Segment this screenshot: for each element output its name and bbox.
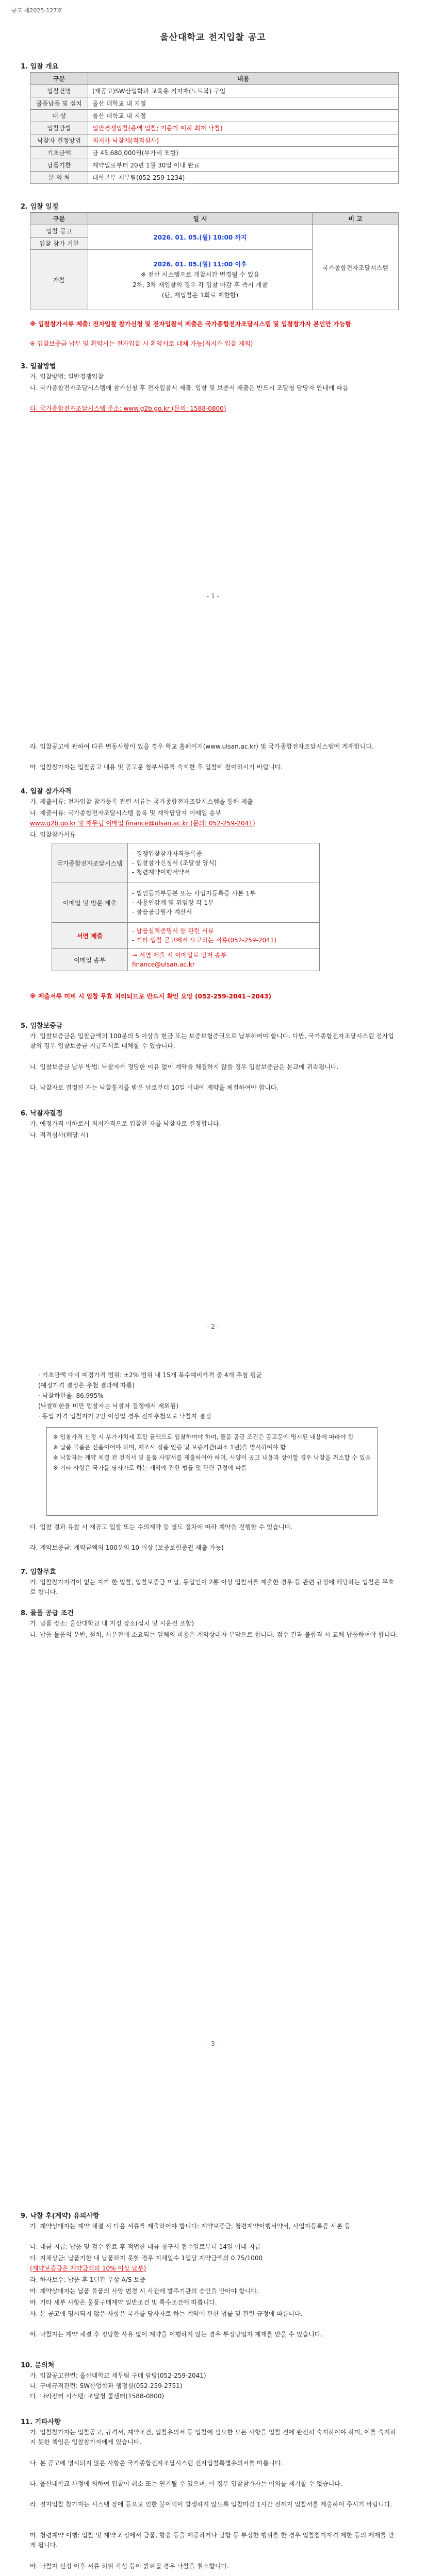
- overview-key: 문 의 처: [30, 172, 88, 184]
- notice-number: 공고 제2025-127호: [11, 7, 62, 14]
- section-6-heading: 6. 낙찰자결정: [21, 1110, 63, 1117]
- supply-line: 나. 납품 물품의 운반, 설치, 시운전에 소요되는 일체의 비용은 계약상대자 부담으로 합니다. 검수 결과 불합격 시 교체 납품하여야 합니다.: [30, 1631, 398, 1638]
- overview-col-content: 내용: [88, 73, 399, 85]
- documents-item: - 경쟁입찰참가자격등록증: [132, 850, 202, 857]
- overview-key: 기초금액: [30, 147, 88, 159]
- award-line: · 낙찰하한율: 86.995%: [38, 1392, 104, 1399]
- deposit-line: 다. 낙찰자로 결정된 자는 낙찰통지를 받은 날로부터 10일 이내에 계약을 체결하여야 합니다.: [30, 1084, 279, 1091]
- section-3-heading: 3. 입찰방법: [21, 363, 56, 370]
- award-line: · 동일 가격 입찰자가 2인 이상일 경우 전자추첨으로 낙찰자 결정: [38, 1413, 211, 1420]
- award-notice-box: [46, 1427, 378, 1516]
- schedule-note-2: ※ 입찰보증금 납부 및 확약서는 전자입찰 시 확약서로 대체 가능(최저가 입찰 제외): [30, 340, 253, 347]
- documents-table: [52, 843, 320, 971]
- overview-key: 대 상: [30, 110, 88, 122]
- page-title: 울산대학교 전지입찰 공고: [160, 32, 266, 43]
- page-number: - 1 -: [207, 592, 219, 600]
- contract-line: 아. 낙찰자는 계약 체결 후 정당한 사유 없이 계약을 이행하지 않는 경우 부정당업자 제재를 받을 수 있습니다.: [30, 2331, 323, 2338]
- section-4-heading: 4. 입찰 참가자격: [21, 788, 72, 795]
- schedule-key: 개찰: [30, 250, 88, 310]
- misc-line: 바. 낙찰자 선정 이후 서류 허위 작성 등이 밝혀질 경우 낙찰을 취소합니다.: [30, 2563, 229, 2570]
- contact-line: 다. 나라장터 시스템: 조달청 콜센터(1588-0800): [30, 2393, 165, 2400]
- section-8-heading: 8. 물품 공급 조건: [21, 1609, 74, 1617]
- schedule-key: 입찰 공고: [30, 225, 88, 238]
- overview-key: 납품기한: [30, 159, 88, 172]
- schedule-col-item: 구분: [30, 213, 88, 225]
- method-line: 마. 입찰참가자는 입찰공고 내용 및 공고문 첨부서류를 숙지한 후 입찰에 참여하시기 바랍니다.: [30, 764, 283, 771]
- opening-time: 2026. 01. 05.(월) 11:00 이후: [153, 261, 247, 268]
- misc-line: 가. 입찰참가자는 입찰공고, 규격서, 계약조건, 입찰유의서 등 입찰에 필요한 모든 사항을 입찰 전에 완전히 숙지하여야 하며, 이를 숙지하지 못한 책임은 입찰참가자에게 있습니다.: [30, 2429, 396, 2446]
- award-line: 라. 계약보증금: 계약금액의 100분의 10 이상 (보증보험증권 제출 가능): [30, 1544, 224, 1551]
- overview-table: [30, 72, 399, 184]
- misc-line: 나. 본 공고에 명시되지 않은 사항은 국가종합전자조달시스템 전자입찰특별유의서를 따릅니다.: [30, 2460, 283, 2467]
- overview-key: 물품납품 및 설치: [30, 97, 88, 110]
- schedule-note: 국가종합전자조달시스템: [313, 225, 399, 310]
- documents-item: - 청렴계약이행서약서: [132, 869, 190, 876]
- section-1-heading: 1. 입찰 개요: [21, 63, 59, 71]
- overview-key: 낙찰자 결정방법: [30, 134, 88, 147]
- award-notice-item: ※ 납품 물품은 신품이어야 하며, 제조사 정품 인증 및 보증기간(최소 1년)을 명시하여야 함: [53, 1444, 286, 1451]
- award-line: 가. 예정가격 이하로서 최저가격으로 입찰한 자를 낙찰자로 결정합니다.: [30, 1120, 221, 1127]
- contact-line: 가. 입찰공고관련: 울산대학교 재무팀 구매 담당(052-259-2041): [30, 2372, 206, 2379]
- contract-line: 바. 기타 세부 사항은 물품구매계약 일반조건 및 특수조건에 따릅니다.: [30, 2299, 217, 2306]
- deposit-line: 가. 입찰보증금은 입찰금액의 100분의 5 이상을 현금 또는 보증보험증권으로 납부하여야 합니다. 다만, 국가종합전자조달시스템 전자입찰의 경우 입찰보증금 지급각서로 대체할 수 있습니다.: [30, 1032, 394, 1049]
- deposit-line: 나. 입찰보증금 납부 방법: 낙찰자가 정당한 이유 없이 계약을 체결하지 않을 경우 입찰보증금은 본교에 귀속됩니다.: [30, 1063, 339, 1071]
- documents-key: 서면 제출: [52, 923, 128, 949]
- documents-item: - 사용인감계 및 위임장 각 1부: [132, 899, 214, 906]
- opening-note: 2차, 3차 재입찰의 경우 각 입찰 마감 후 즉시 개찰: [132, 281, 268, 289]
- schedule-deadline: 2026. 01. 05.(월) 10:00 까지: [88, 225, 313, 250]
- schedule-note-1: ※ 입찰참가서류 제출: 전자입찰 참가신청 및 전자입찰서 제출은 국가종합전자조달시스템 및 입찰참가자 본인만 가능함: [30, 320, 352, 328]
- qualification-line: www.g2b.go.kr 및 재무팀 이메일 finance@ulsan.ac.kr (문의: 052-259-2041): [30, 820, 255, 827]
- overview-value: 최저가 낙찰제(적격심사): [88, 134, 399, 147]
- documents-item: → 서면 제출 시 이메일로 먼저 송부: [132, 952, 227, 959]
- method-line: 라. 입찰공고에 관하여 다른 변동사항이 있을 경우 학교 홈페이지(www.ulsan.ac.kr) 및 국가종합전자조달시스템에 게재합니다.: [30, 743, 374, 750]
- schedule-key: 입찰 참가 기한: [30, 238, 88, 250]
- method-line: 다. 국가종합전자조달시스템 주소: www.g2b.go.kr (문의: 1588-0800): [30, 405, 226, 412]
- award-notice-item: ※ 기타 사항은 국가를 당사자로 하는 계약에 관한 법률 및 관련 규정에 따름: [53, 1464, 247, 1471]
- contract-line: 나. 대금 지급: 납품 및 검수 완료 후 적법한 대금 청구서 접수일로부터 14일 이내 지급: [30, 2243, 261, 2250]
- section-2-heading: 2. 입찰 일정: [21, 203, 59, 211]
- award-line: · 기초금액 대비 예정가격 범위: ±2% 범위 내 15개 복수예비가격 중 4개 추첨 평균: [38, 1371, 263, 1379]
- award-line: (낙찰하한율 미만 입찰자는 낙찰자 결정에서 제외됨): [38, 1402, 178, 1410]
- qualification-line: 다. 입찰참가서류: [30, 831, 76, 838]
- overview-key: 입찰방법: [30, 122, 88, 134]
- section-10-heading: 10. 문의처: [21, 2362, 55, 2369]
- schedule-col-time: 일 시: [88, 213, 313, 225]
- overview-value: 일반경쟁입찰(총액 입찰; 기준가 이하 최저 낙찰): [88, 122, 399, 134]
- documents-note: ※ 제출서류 미비 시 입찰 무효 처리되므로 반드시 확인 요망 (052-259-2041~2043): [30, 993, 271, 1000]
- method-line: 나. 국가종합전자조달시스템에 참가신청 후 전자입찰서 제출. 입찰 및 보증서 제출은 반드시 조달청 담당자 안내에 따름: [30, 384, 349, 392]
- contract-line: 가. 계약상대자는 계약 체결 시 다음 서류를 제출하여야 합니다: 계약보증금, 청렴계약이행서약서, 사업자등록증 사본 등: [30, 2223, 351, 2230]
- overview-key: 입찰건명: [30, 85, 88, 97]
- contract-line: 마. 계약상대자는 납품 물품의 사양 변경 시 사전에 발주기관의 승인을 받아야 합니다.: [30, 2287, 259, 2295]
- award-notice-item: ※ 낙찰자는 계약 체결 전 견적서 및 물품 사양서를 제출하여야 하며, 사양이 공고 내용과 상이할 경우 낙찰을 취소할 수 있음: [53, 1454, 371, 1461]
- section-5-heading: 5. 입찰보증금: [21, 1022, 63, 1030]
- award-line: (예정가격 결정은 추첨 결과에 따름): [38, 1382, 135, 1389]
- overview-value: 울산 대학교 내 지정: [88, 97, 399, 110]
- section-11-heading: 11. 기타사항: [21, 2418, 61, 2426]
- section-9-heading: 9. 낙찰 후(계약) 유의사항: [21, 2212, 100, 2220]
- misc-line: 라. 전자입찰 참가자는 시스템 장애 등으로 인한 불이익이 발생하지 않도록 입찰마감 1시간 전까지 입찰서를 제출하여 주시기 바랍니다.: [30, 2501, 392, 2508]
- contract-line: 사. 본 공고에 명시되지 않은 사항은 국가를 당사자로 하는 계약에 관한 법률 및 관련 규정에 따릅니다.: [30, 2310, 303, 2317]
- overview-value: 울산 대학교 내 지정: [88, 110, 399, 122]
- contract-line: 라. 하자보수: 납품 후 1년간 무상 A/S 보증: [30, 2276, 146, 2283]
- contact-line: 나. 구매규격관련: SW산업학과 행정실(052-259-2751): [30, 2382, 183, 2389]
- page-number: - 3 -: [207, 2040, 219, 2047]
- documents-key: 이메일 및 방문 제출: [52, 883, 128, 923]
- documents-item: - 입찰참가신청서 (조달청 양식): [132, 859, 217, 867]
- documents-key: 이메일 송부: [52, 949, 128, 971]
- contract-line: 다. 지체상금: 납품기한 내 납품하지 못할 경우 지체일수 1일당 계약금액의 0.75/1000: [30, 2255, 263, 2262]
- misc-line: 마. 청렴계약 이행: 입찰 및 계약 과정에서 금품, 향응 등을 제공하거나 담합 등 부정한 행위를 한 경우 입찰참가자격 제한 등의 제재를 받게 됩니다.: [30, 2532, 395, 2549]
- documents-item: - 납품실적증명서 등 관련 서류: [132, 927, 214, 935]
- award-line: 나. 적격심사(해당 시): [30, 1131, 89, 1139]
- award-notice-item: ※ 입찰가격 산정 시 부가가치세 포함 금액으로 입찰하여야 하며, 물품 공급 조건은 공고문에 명시된 내용에 따라야 함: [53, 1433, 354, 1440]
- contract-line: (계약보증금은 계약금액의 10% 이상 납부): [30, 2265, 146, 2272]
- overview-value: 계약일로부터 20년 1월 30일 이내 완료: [88, 159, 399, 172]
- misc-line: 다. 울산대학교 사정에 의하여 입찰이 취소 또는 연기될 수 있으며, 이 경우 입찰참가자는 이의를 제기할 수 없습니다.: [30, 2480, 342, 2487]
- documents-key: 국가종합전자조달시스템: [52, 843, 128, 883]
- method-line: 가. 입찰방법: 일반경쟁입찰: [30, 373, 104, 380]
- section-7-heading: 7. 입찰무효: [21, 1568, 56, 1576]
- opening-note: (단, 재입찰은 1회로 제한함): [161, 292, 239, 299]
- overview-value: 대학본부 재무팀(052-259-1234): [88, 172, 399, 184]
- documents-item: finance@ulsan.ac.kr: [132, 961, 195, 968]
- schedule-table: [30, 212, 399, 310]
- documents-item: - 법인등기부등본 또는 사업자등록증 사본 1부: [132, 890, 256, 897]
- schedule-col-note: 비 고: [313, 213, 399, 225]
- qualification-line: 가. 제출서류: 전자입찰 참가등록 관련 서류는 국가종합전자조달시스템을 통해 제출: [30, 798, 253, 805]
- overview-value: 금 45,680,000원(부가세 포함): [88, 147, 399, 159]
- page-number: - 2 -: [207, 1323, 219, 1330]
- award-line: 다. 입찰 결과 유찰 시 재공고 입찰 또는 수의계약 등 별도 절차에 따라 계약을 진행할 수 있습니다.: [30, 1523, 293, 1531]
- overview-col-item: 구분: [30, 73, 88, 85]
- invalid-line: 가. 입찰참가자격이 없는 자가 한 입찰, 입찰보증금 미납, 동일인이 2통 이상 입찰서를 제출한 경우 등 관련 규정에 해당하는 입찰은 무효로 합니다.: [30, 1579, 394, 1596]
- opening-note: ※ 전산 시스템으로 개찰시간 변경될 수 있음: [140, 271, 259, 278]
- documents-item: - 기타 입찰 공고에서 요구하는 서류(052-259-2041): [132, 937, 277, 944]
- documents-item: - 물품공급원가 계산서: [132, 908, 192, 916]
- qualification-line: 나. 제출서류: 국가종합전자조달시스템 등록 및 계약담당자 이메일 송부: [30, 809, 221, 817]
- overview-value: (재공고)SW산업학과 교육용 기자재(노트북) 구입: [88, 85, 399, 97]
- supply-line: 가. 납품 장소: 울산대학교 내 지정 장소(설치 및 시운전 포함): [30, 1620, 194, 1627]
